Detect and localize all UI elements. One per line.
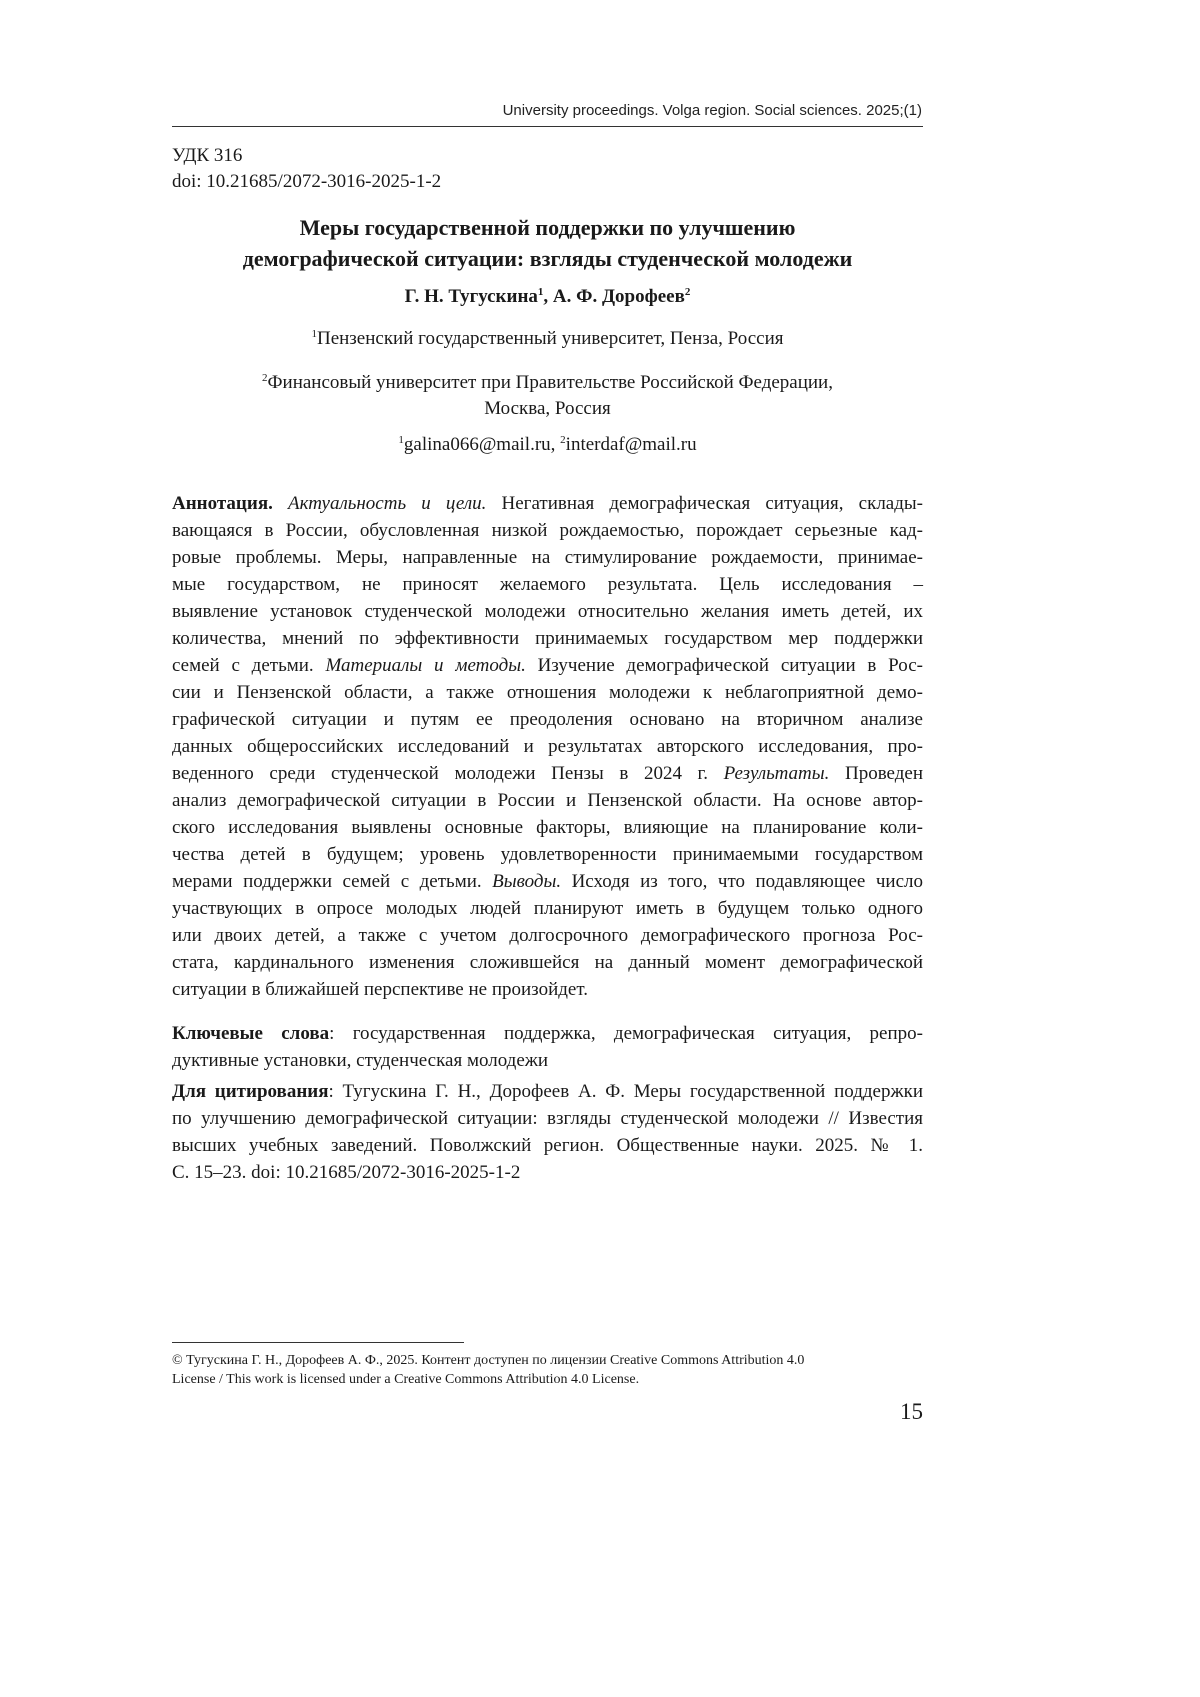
abstract-italic-heading: Материалы и методы. xyxy=(325,655,526,676)
abstract-italic-heading: Результаты. xyxy=(723,763,830,784)
footnote-line-2: License / This work is licensed under a Creative Commons Attribution 4.0 License. xyxy=(172,1372,640,1387)
citation-line-3: высших учебных заведений. Поволжский регион. Общественные науки. 2025. № 1. xyxy=(172,1135,923,1156)
email-2-mark: 2 xyxy=(560,434,566,446)
keywords xyxy=(172,1020,923,1074)
article-title xyxy=(172,212,923,274)
citation-line-2: по улучшению демографической ситуации: взгляды студенческой молодежи // Известия xyxy=(172,1108,923,1129)
authors xyxy=(172,284,923,310)
abstract-text: Исходя из того, что подавляющее число xyxy=(561,871,923,892)
abstract-line: стата, кардинального изменения сложившейся на данный момент демографической xyxy=(172,952,923,973)
affiliation-2 xyxy=(172,370,923,422)
abstract-line: участвующих в опросе молодых людей планируют иметь в будущем только одного xyxy=(172,898,923,919)
abstract-line: или двоих детей, а также с учетом долгосрочного демографического прогноза Рос- xyxy=(172,925,923,946)
keywords-line-2: дуктивные установки, студенческая молодежи xyxy=(172,1050,549,1071)
author-2-affil-mark: 2 xyxy=(684,286,691,298)
abstract-line: вающаяся в России, обусловленная низкой рождаемостью, порождает серьезные кад- xyxy=(172,520,923,541)
running-header: University proceedings. Volga region. Social sciences. 2025;(1) xyxy=(502,102,922,119)
emails-separator: , xyxy=(550,434,561,455)
keywords-label: Ключевые слова xyxy=(172,1023,330,1044)
footnote-line-1: © Тугускина Г. Н., Дорофеев А. Ф., 2025. Контент доступен по лицензии Creative Commons Attribution 4.0 xyxy=(172,1353,805,1368)
abstract-italic-heading: Актуальность и цели. xyxy=(288,493,487,514)
abstract-line: графической ситуации и путям ее преодоления основано на вторичном анализе xyxy=(172,709,923,730)
email-1[interactable]: galina066@mail.ru xyxy=(403,434,551,455)
abstract-text: Изучение демографической ситуации в Рос- xyxy=(525,655,923,676)
abstract-line xyxy=(172,490,923,517)
abstract-text: веденного среди студенческой молодежи Пензы в 2024 г. xyxy=(172,763,724,784)
abstract-line xyxy=(172,868,923,895)
udk-code: УДК 316 xyxy=(172,145,243,166)
abstract-text: мерами поддержки семей с детьми. xyxy=(172,871,493,892)
author-2: А. Ф. Дорофеев xyxy=(552,286,685,307)
citation-label: Для цитирования xyxy=(172,1081,329,1102)
keywords-line-1 xyxy=(172,1020,923,1047)
abstract-text: Проведен xyxy=(829,763,923,784)
doi: doi: 10.21685/2072-3016-2025-1-2 xyxy=(172,171,442,192)
abstract-line: чества детей в будущем; уровень удовлетворенности принимаемыми государством xyxy=(172,844,923,865)
affiliation-2-line-2: Москва, Россия xyxy=(484,398,611,419)
affiliation-2-mark: 2 xyxy=(262,372,268,384)
abstract-line: сии и Пензенской области, а также отношения молодежи к неблагоприятной демо- xyxy=(172,682,923,703)
keywords-text-1: : государственная поддержка, демографическая ситуация, репро- xyxy=(329,1023,923,1044)
abstract-line: выявление установок студенческой молодежи относительно желания иметь детей, их xyxy=(172,601,923,622)
abstract-line: ского исследования выявлены основные факторы, влияющие на планирование коли- xyxy=(172,817,923,838)
abstract-line: количества, мнений по эффективности принимаемых государством мер поддержки xyxy=(172,628,923,649)
email-1-mark: 1 xyxy=(398,434,404,446)
authors-separator: , xyxy=(543,286,553,307)
title-line-1: Меры государственной поддержки по улучшению xyxy=(299,215,796,240)
affiliation-1-text: Пензенский государственный университет, Пенза, Россия xyxy=(316,328,784,349)
abstract-line: ровые проблемы. Меры, направленные на стимулирование рождаемости, принимае- xyxy=(172,547,923,568)
affiliation-1 xyxy=(172,326,923,352)
page-number: 15 xyxy=(900,1399,923,1424)
author-1-affil-mark: 1 xyxy=(537,286,544,298)
affiliation-2-line-1 xyxy=(172,370,923,396)
author-emails xyxy=(172,432,923,458)
citation xyxy=(172,1078,923,1186)
citation-line-4: С. 15–23. doi: 10.21685/2072-3016-2025-1-2 xyxy=(172,1162,521,1183)
abstract-line: мые государством, не приносят желаемого результата. Цель исследования – xyxy=(172,574,923,595)
abstract-line: ситуации в ближайшей перспективе не произойдет. xyxy=(172,979,588,1000)
author-1: Г. Н. Тугускина xyxy=(404,286,538,307)
abstract-line: анализ демографической ситуации в России и Пензенской области. На основе автор- xyxy=(172,790,923,811)
abstract-italic-heading: Выводы. xyxy=(492,871,562,892)
abstract-line xyxy=(172,760,923,787)
affiliation-1-mark: 1 xyxy=(311,328,317,340)
abstract xyxy=(172,490,923,1003)
citation-line-1 xyxy=(172,1078,923,1105)
header-rule xyxy=(172,126,923,127)
abstract-line xyxy=(172,652,923,679)
affiliation-2-text-1: Финансовый университет при Правительстве Российской Федерации, xyxy=(267,372,833,393)
abstract-text: Негативная демографическая ситуация, склады- xyxy=(486,493,923,514)
abstract-line: данных общероссийских исследований и результатах авторского исследования, про- xyxy=(172,736,923,757)
abstract-label: Аннотация. xyxy=(172,493,273,514)
footnote-rule xyxy=(172,1342,464,1343)
abstract-text: семей с детьми. xyxy=(172,655,326,676)
title-line-2: демографической ситуации: взгляды студенческой молодежи xyxy=(242,246,853,271)
citation-text-1: : Тугускина Г. Н., Дорофеев А. Ф. Меры государственной поддержки xyxy=(328,1081,923,1102)
email-2[interactable]: interdaf@mail.ru xyxy=(565,434,697,455)
license-footnote xyxy=(172,1351,923,1389)
